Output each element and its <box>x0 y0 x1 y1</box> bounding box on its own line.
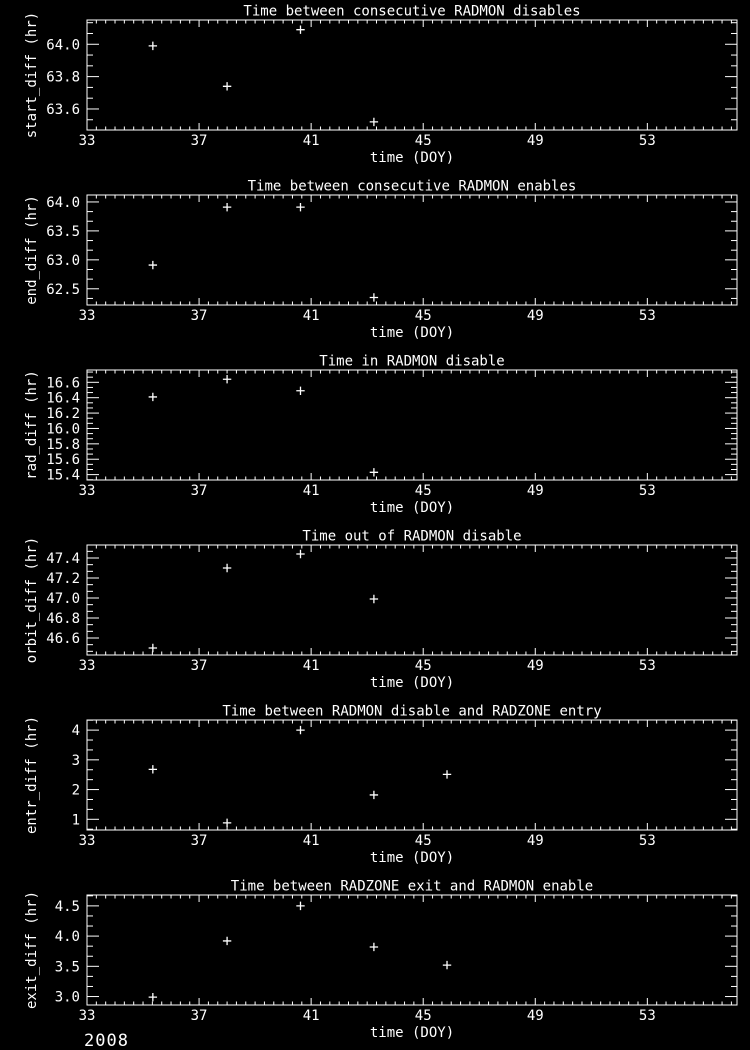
x-tick-label: 53 <box>638 833 656 849</box>
y-tick-label: 15.4 <box>46 467 80 484</box>
data-point-marker <box>370 293 378 301</box>
data-point-marker <box>149 644 157 652</box>
y-tick-label: 64.0 <box>46 37 80 54</box>
x-tick-label: 41 <box>302 1008 320 1024</box>
data-point-marker <box>223 82 231 90</box>
data-point-marker <box>223 564 231 572</box>
year-label: 2008 <box>84 1031 129 1050</box>
y-tick-label: 3.5 <box>54 959 80 976</box>
y-axis-label: rad_diff (hr) <box>24 370 40 480</box>
data-point-marker <box>223 819 231 827</box>
panel-orbit-diff <box>0 525 750 700</box>
x-tick-label: 45 <box>414 658 432 674</box>
plot-box <box>87 370 737 480</box>
x-tick-label: 49 <box>526 658 544 674</box>
plot-title: Time in RADMON disable <box>319 353 505 370</box>
x-tick-label: 41 <box>302 833 320 849</box>
y-tick-label: 64.0 <box>46 194 80 211</box>
y-tick-label: 62.5 <box>46 281 80 298</box>
data-point-marker <box>296 726 304 734</box>
x-tick-label: 45 <box>414 833 432 849</box>
y-axis-label: entr_diff (hr) <box>24 715 40 835</box>
data-point-marker <box>149 765 157 773</box>
data-point-marker <box>443 770 451 778</box>
plot-box <box>87 545 737 655</box>
plot-box <box>87 20 737 130</box>
y-tick-label: 63.8 <box>46 69 80 86</box>
x-axis-label: time (DOY) <box>369 325 455 341</box>
x-tick-label: 33 <box>78 308 96 324</box>
y-tick-label: 46.6 <box>46 631 80 647</box>
data-point-marker <box>443 961 451 969</box>
plot-box <box>87 195 737 305</box>
y-tick-label: 4.5 <box>54 898 80 915</box>
y-tick-label: 63.5 <box>46 223 80 240</box>
x-tick-label: 33 <box>78 1008 96 1024</box>
y-axis-label: exit_diff (hr) <box>24 890 40 1010</box>
data-point-marker <box>223 375 231 383</box>
y-tick-label: 16.2 <box>46 406 80 423</box>
x-tick-label: 53 <box>638 1008 656 1024</box>
panel-start-diff <box>0 0 750 175</box>
y-tick-label: 16.6 <box>46 375 80 392</box>
x-tick-label: 37 <box>190 833 208 849</box>
y-tick-label: 63.6 <box>46 101 80 118</box>
y-tick-label: 47.0 <box>46 591 80 607</box>
y-axis-label: end_diff (hr) <box>24 195 40 305</box>
y-tick-label: 16.4 <box>46 390 80 407</box>
x-axis-label: time (DOY) <box>369 500 455 516</box>
y-tick-label: 3.0 <box>54 989 80 1006</box>
x-tick-label: 33 <box>78 833 96 849</box>
data-point-marker <box>296 203 304 211</box>
y-tick-label: 4.0 <box>54 929 80 946</box>
data-point-marker <box>370 118 378 126</box>
y-tick-label: 1 <box>71 812 80 829</box>
plot-title: Time between consecutive RADMON enables <box>247 178 577 195</box>
x-tick-label: 53 <box>638 308 656 324</box>
y-tick-label: 47.4 <box>46 551 80 567</box>
data-point-marker <box>296 550 304 558</box>
x-tick-label: 53 <box>638 133 656 149</box>
panel-entr-diff <box>0 700 750 875</box>
x-tick-label: 49 <box>526 308 544 324</box>
data-point-marker <box>149 393 157 401</box>
plot-title: Time between RADZONE exit and RADMON enable <box>230 878 594 895</box>
data-point-marker <box>296 387 304 395</box>
x-tick-label: 37 <box>190 658 208 674</box>
y-tick-label: 47.2 <box>46 571 80 587</box>
plot-box <box>87 895 737 1005</box>
data-point-marker <box>370 468 378 476</box>
y-tick-label: 46.8 <box>46 611 80 627</box>
x-tick-label: 53 <box>638 658 656 674</box>
data-point-marker <box>296 26 304 34</box>
data-point-marker <box>370 943 378 951</box>
x-tick-label: 33 <box>78 658 96 674</box>
x-tick-label: 53 <box>638 483 656 499</box>
x-tick-label: 37 <box>190 133 208 149</box>
plot-box <box>87 720 737 830</box>
panel-exit-diff <box>0 875 750 1050</box>
x-tick-label: 45 <box>414 308 432 324</box>
x-tick-label: 41 <box>302 308 320 324</box>
y-axis-label: start_diff (hr) <box>24 11 40 139</box>
x-tick-label: 41 <box>302 658 320 674</box>
y-tick-label: 15.8 <box>46 436 80 453</box>
x-tick-label: 49 <box>526 133 544 149</box>
data-point-marker <box>149 261 157 269</box>
plot-title: Time out of RADMON disable <box>302 528 522 545</box>
data-point-marker <box>370 595 378 603</box>
plot-title: Time between consecutive RADMON disables <box>243 3 581 20</box>
x-tick-label: 49 <box>526 483 544 499</box>
x-tick-label: 45 <box>414 483 432 499</box>
x-axis-label: time (DOY) <box>369 675 455 691</box>
data-point-marker <box>149 42 157 50</box>
x-tick-label: 45 <box>414 133 432 149</box>
y-tick-label: 4 <box>71 723 80 740</box>
data-point-marker <box>149 993 157 1001</box>
data-point-marker <box>370 791 378 799</box>
x-tick-label: 41 <box>302 483 320 499</box>
y-axis-label: orbit_diff (hr) <box>24 536 40 664</box>
x-tick-label: 33 <box>78 483 96 499</box>
x-tick-label: 37 <box>190 1008 208 1024</box>
y-tick-label: 2 <box>71 782 80 799</box>
x-tick-label: 49 <box>526 833 544 849</box>
x-axis-label: time (DOY) <box>369 1025 455 1041</box>
x-tick-label: 37 <box>190 483 208 499</box>
y-tick-label: 63.0 <box>46 252 80 269</box>
y-tick-label: 3 <box>71 752 80 769</box>
y-tick-label: 16.0 <box>46 421 80 438</box>
x-tick-label: 45 <box>414 1008 432 1024</box>
x-tick-label: 33 <box>78 133 96 149</box>
y-tick-label: 15.6 <box>46 452 80 469</box>
data-point-marker <box>223 937 231 945</box>
plot-title: Time between RADMON disable and RADZONE entry <box>222 703 602 720</box>
x-axis-label: time (DOY) <box>369 150 455 166</box>
panel-end-diff <box>0 175 750 350</box>
x-tick-label: 41 <box>302 133 320 149</box>
data-point-marker <box>223 203 231 211</box>
panel-rad-diff <box>0 350 750 525</box>
x-tick-label: 49 <box>526 1008 544 1024</box>
x-axis-label: time (DOY) <box>369 850 455 866</box>
x-tick-label: 37 <box>190 308 208 324</box>
data-point-marker <box>296 902 304 910</box>
